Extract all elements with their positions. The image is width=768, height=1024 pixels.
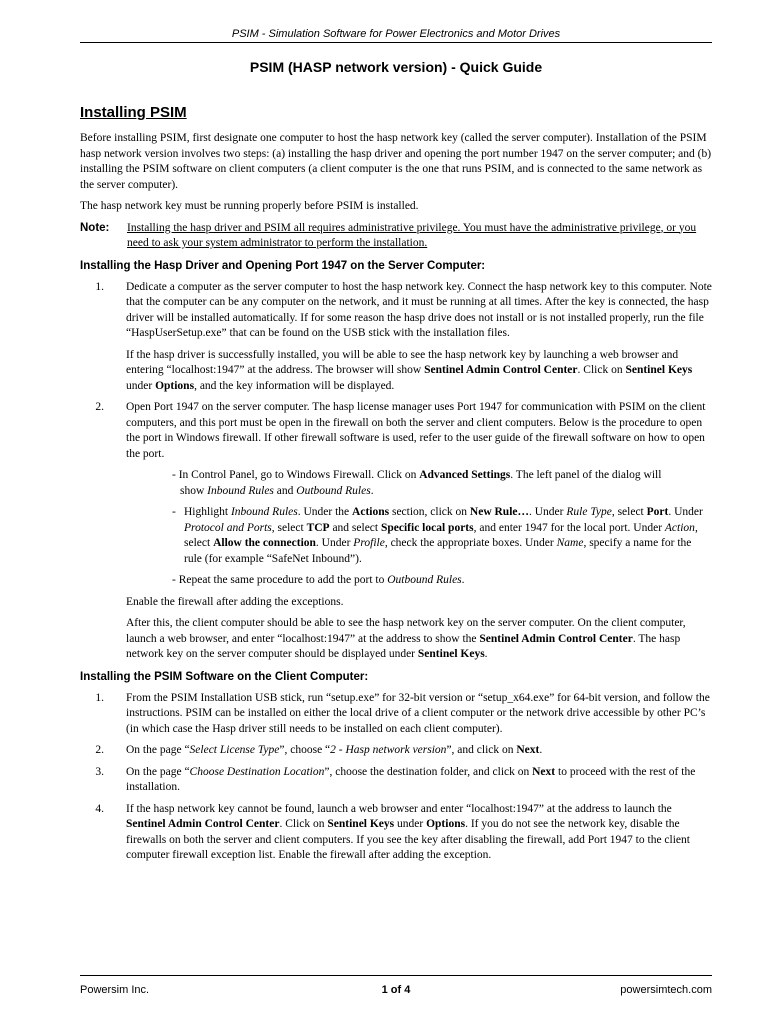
step-number: 1. bbox=[95, 691, 104, 704]
enable-firewall-text: Enable the firewall after adding the exceptions. bbox=[126, 595, 344, 608]
step-number: 3. bbox=[95, 765, 104, 778]
server-step-2 bbox=[80, 400, 712, 462]
client-step-4-text: If the hasp network key cannot be found, launch a web browser and enter “localhost:1947” at the address to launch the Sentinel Admin Control Center. Click on Sentinel Keys under Options. If you do not see the network key, disable the firewalls on both the server and client computers. If you see the key after disabling the firewall, add Port 1947 to the client computer firewall exception list. Enable the firewall after adding the exception. bbox=[126, 802, 690, 861]
section-heading-installing-psim: Installing PSIM bbox=[80, 104, 187, 121]
section-heading-server: Installing the Hasp Driver and Opening Port 1947 on the Server Computer: bbox=[80, 259, 486, 272]
page-number: 1 of 4 bbox=[381, 984, 411, 996]
footer-website: powersimtech.com bbox=[620, 984, 712, 996]
client-step-4 bbox=[80, 802, 712, 864]
firewall-substep-new-rule: - Highlight Inbound Rules. Under the Actions section, click on New Rule…. Under Rule Type, select Port. Under Protocol and Ports, select TCP and select Specific local ports, and enter 1947 for the local port. Under Action, select Allow the connection. Under Profile, check the appropriate boxes. Under Name, specify a name for the rule (for example “SafeNet Inbound”). bbox=[172, 506, 703, 565]
section-heading-client: Installing the PSIM Software on the Client Computer: bbox=[80, 670, 369, 683]
footer-company: Powersim Inc. bbox=[80, 984, 150, 996]
step-number: 2. bbox=[95, 401, 104, 413]
client-step-3 bbox=[80, 765, 712, 796]
note-block bbox=[80, 221, 712, 252]
client-step-2-text: On the page “Select License Type”, choose “2 - Hasp network version”, and click on Next. bbox=[126, 744, 543, 756]
client-step-2 bbox=[80, 743, 712, 759]
header-divider bbox=[80, 42, 712, 43]
step-number: 1. bbox=[95, 280, 104, 293]
step-number: 4. bbox=[95, 802, 104, 815]
server-step-2-text: Open Port 1947 on the server computer. The hasp license manager uses Port 1947 for communication with PSIM on the client computers, and this port must be open in the firewall on both the server and client computers. Below is the procedure to open the port in Windows firewall. If other firewall software is used, refer to the user guide of the firewall software on how to open the port. bbox=[126, 401, 706, 460]
note-label: Note: bbox=[80, 221, 110, 234]
firewall-substep-outbound: - Repeat the same procedure to add the port to Outbound Rules. bbox=[172, 574, 465, 586]
client-step-1 bbox=[80, 691, 712, 738]
server-step-1-text: Dedicate a computer as the server computer to host the hasp network key. Connect the hasp network key to this computer. Note that the computer can be any computer on the network, and it must be running at all times. After the key is connected, the hasp driver will be installed automatically. If for some reason the hasp drive does not install or is not installed properly, run the file “HaspUserSetup.exe” that can be found on the USB stick with the installation files. bbox=[126, 280, 712, 339]
footer-divider bbox=[80, 975, 712, 976]
intro-paragraph: Before installing PSIM, first designate one computer to host the hasp network key (called the server computer). Installation of the PSIM hasp network version involves two steps: (a) installing the hasp driver and opening the port number 1947 on the server computer; and (b) installing the PSIM software on client computers (a client computer is the one that runs PSIM, and is connected to the same network as the server computer). bbox=[80, 132, 712, 191]
firewall-substep-control-panel: - In Control Panel, go to Windows Firewall. Click on Advanced Settings. The left panel of the dialog will show Inbound Rules and Outbound Rules. bbox=[172, 469, 662, 497]
client-check-text: After this, the client computer should be able to see the hasp network key on the server computer. On the client computer, launch a web browser, and enter “localhost:1947” at the address to show the Sentinel Admin Control Center. The hasp network key on the server computer should be displayed under Sentinel Keys. bbox=[126, 617, 686, 660]
running-header: PSIM - Simulation Software for Power Electronics and Motor Drives bbox=[231, 28, 561, 40]
document-body bbox=[80, 104, 712, 870]
step-number: 2. bbox=[95, 744, 104, 756]
note-text: Installing the hasp driver and PSIM all requires administrative privilege. You must have the administrative privilege, or you need to ask your system administrator to perform the installation. bbox=[127, 221, 697, 249]
client-step-1-text: From the PSIM Installation USB stick, run “setup.exe” for 32-bit version or “setup_x64.exe” for 64-bit version, and follow the instructions. PSIM can be installed on either the local drive of a client computer or the network drive accessible by other PC’s (in which case the Hasp driver still needs to be installed on each client computer). bbox=[126, 691, 710, 735]
server-step-1 bbox=[80, 280, 712, 395]
client-step-3-text: On the page “Choose Destination Location”, choose the destination folder, and click on Next to proceed with the rest of the installation. bbox=[126, 765, 696, 793]
requirement-paragraph: The hasp network key must be running properly before PSIM is installed. bbox=[80, 200, 419, 212]
document-title: PSIM (HASP network version) - Quick Guide bbox=[249, 59, 543, 75]
server-step-1-browser-text: If the hasp driver is successfully installed, you will be able to see the hasp network key by launching a web browser and entering “localhost:1947” at the address. The browser will show Sentinel Admin Control Center. Click on Sentinel Keys under Options, and the key information will be displayed. bbox=[126, 348, 693, 392]
